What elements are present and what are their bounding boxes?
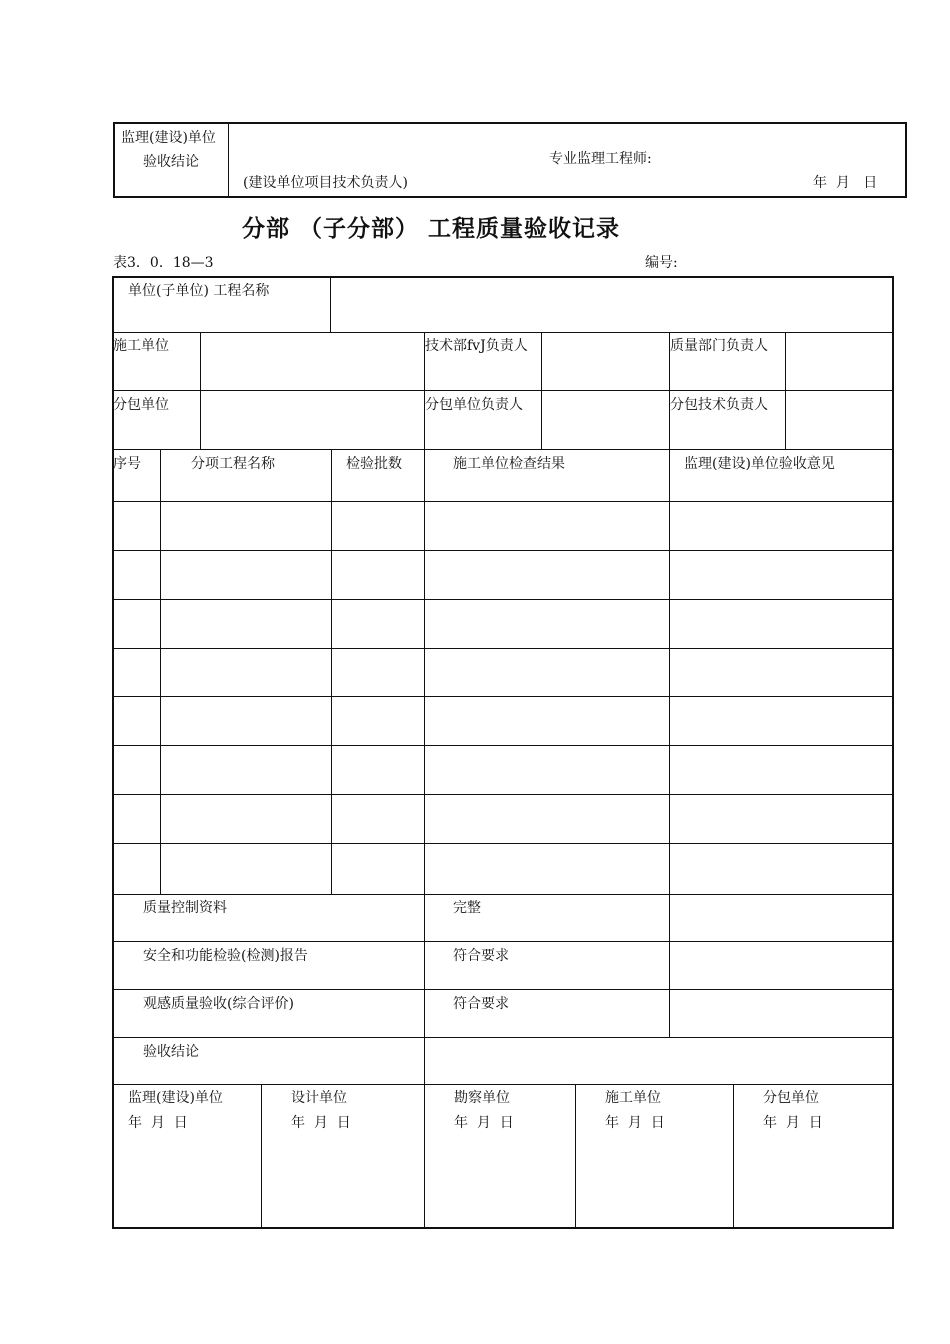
sub-items-grid (113, 450, 893, 894)
subcontract-unit-value[interactable] (201, 391, 424, 449)
supervisor-engineer-label: 专业监理工程师: (549, 151, 652, 167)
signature-cell-survey[interactable] (425, 1085, 575, 1228)
owner-tech-label: (建设单位项目技术负责人) (243, 175, 408, 191)
top-left-label-1: 监理(建设)单位 (121, 130, 216, 146)
project-name-label: 单位(子单位) 工程名称 (128, 283, 270, 299)
signature-cell-supervisor[interactable] (113, 1085, 261, 1228)
safety-report-label: 安全和功能检验(检测)报告 (143, 948, 308, 964)
quality-dept-value[interactable] (786, 332, 893, 390)
table-row[interactable] (113, 551, 893, 599)
construction-unit-label: 施工单位 (113, 338, 169, 354)
table-code: 表3．0．18—3 (113, 255, 214, 271)
signature-unit: 施工单位 (605, 1090, 661, 1106)
project-name-row (113, 277, 893, 333)
col-sub-item-name: 分项工程名称 (191, 456, 275, 472)
appearance-label: 观感质量验收(综合评价) (143, 996, 294, 1012)
quality-control-label: 质量控制资料 (143, 900, 227, 916)
page-title: 分部 （子分部） 工程质量验收记录 (242, 216, 621, 242)
appearance-value: 符合要求 (453, 996, 509, 1012)
signature-unit: 监理(建设)单位 (128, 1090, 223, 1106)
signature-date: 年 月 日 (763, 1115, 823, 1131)
conclusion-value[interactable] (425, 1038, 893, 1084)
top-date-label: 年 月 日 (813, 175, 878, 191)
table-row[interactable] (113, 600, 893, 648)
top-conclusion-box (113, 122, 907, 198)
table-row[interactable] (113, 746, 893, 794)
signature-cell-construction[interactable] (576, 1085, 733, 1228)
col-batch-count: 检验批数 (346, 456, 402, 472)
signature-date: 年 月 日 (128, 1115, 188, 1131)
col-seq: 序号 (113, 456, 141, 472)
conclusion-label: 验收结论 (143, 1044, 199, 1060)
safety-report-opinion[interactable] (670, 942, 893, 989)
signature-section (113, 1085, 893, 1228)
subcontract-unit-label: 分包单位 (113, 397, 169, 413)
signature-date: 年 月 日 (454, 1115, 514, 1131)
top-conclusion-divider (228, 124, 229, 196)
number-label: 编号: (645, 255, 678, 271)
table-row[interactable] (113, 502, 893, 550)
quality-dept-label: 质量部门负责人 (670, 338, 768, 354)
appearance-opinion[interactable] (670, 990, 893, 1037)
col-supervisor-opinion: 监理(建设)单位验收意见 (684, 456, 835, 472)
signature-date: 年 月 日 (605, 1115, 665, 1131)
signature-unit: 分包单位 (763, 1090, 819, 1106)
col-construction-check: 施工单位检查结果 (453, 456, 565, 472)
signature-unit: 设计单位 (291, 1090, 347, 1106)
signature-cell-subcontract[interactable] (734, 1085, 893, 1228)
table-row[interactable] (113, 649, 893, 696)
signature-cell-design[interactable] (262, 1085, 424, 1228)
subcontract-unit-head-label: 分包单位负责人 (425, 397, 523, 413)
quality-control-value: 完整 (453, 900, 481, 916)
safety-report-value: 符合要求 (453, 948, 509, 964)
table-row[interactable] (113, 844, 893, 894)
subcontract-unit-row (113, 391, 893, 450)
subcontract-tech-head-label: 分包技术负责人 (670, 397, 768, 413)
subcontract-tech-head-value[interactable] (786, 391, 893, 449)
quality-control-opinion[interactable] (670, 895, 893, 941)
construction-unit-row (113, 332, 893, 391)
table-row[interactable] (113, 697, 893, 745)
project-name-value[interactable] (331, 277, 893, 332)
construction-unit-value[interactable] (201, 332, 424, 390)
tech-dept-label: 技术部fvJ负责人 (425, 338, 528, 354)
top-left-label-2: 验收结论 (143, 154, 199, 170)
signature-unit: 勘察单位 (454, 1090, 510, 1106)
summary-section (113, 894, 893, 1084)
signature-date: 年 月 日 (291, 1115, 351, 1131)
table-row[interactable] (113, 795, 893, 843)
tech-dept-value[interactable] (542, 332, 669, 390)
subcontract-unit-head-value[interactable] (542, 391, 669, 449)
